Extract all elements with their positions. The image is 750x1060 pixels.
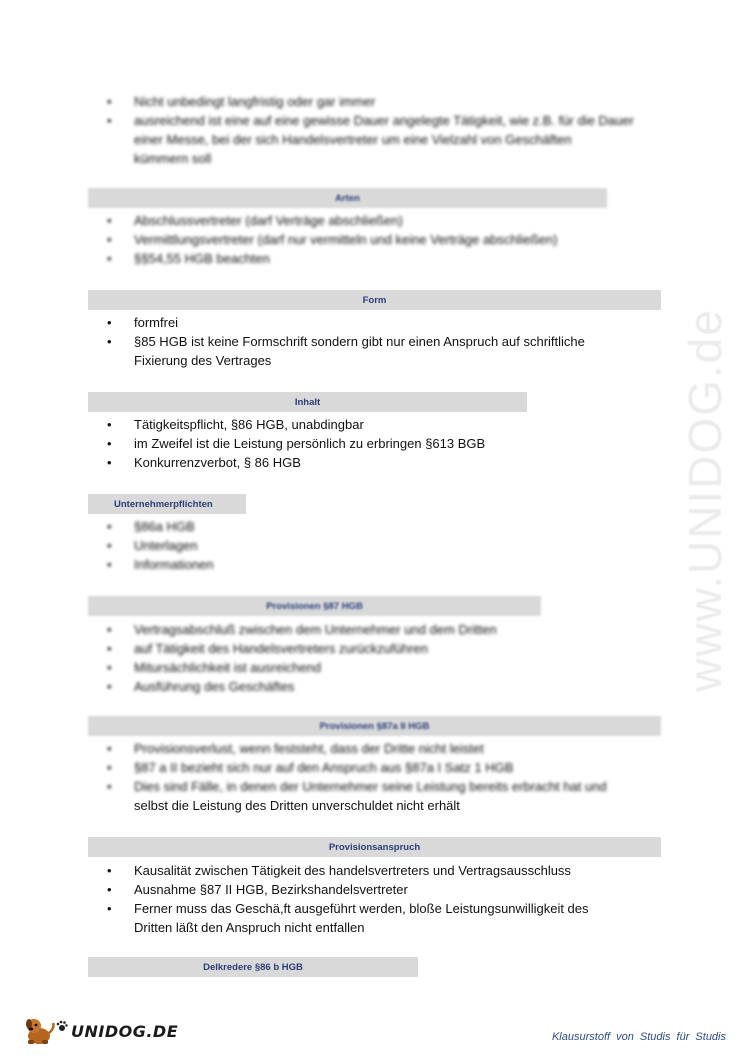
- paw-icon: [56, 1020, 68, 1032]
- list-item: • Vermittlungsvertreter (darf nur vermitteln und keine Verträge abschließen): [107, 230, 557, 249]
- list-item: • Konkurrenzverbot, § 86 HGB: [107, 453, 485, 472]
- list-item: • Vertragsabschluß zwischen dem Unternehmer und dem Dritten: [107, 620, 497, 639]
- list-item: • Mitursächlichkeit ist ausreichend: [107, 658, 497, 677]
- dog-mascot-icon: [22, 1016, 56, 1046]
- top-bullet-list: [107, 92, 634, 168]
- list-item: • §85 HGB ist keine Formschrift sondern gibt nur einen Anspruch auf schriftliche: [107, 332, 585, 351]
- list-item: • §§54,55 HGB beachten: [107, 249, 557, 268]
- footer-logo: [22, 1016, 178, 1046]
- unternehmerpflichten-list: [107, 517, 214, 574]
- footer-tagline: Klausurstoff von Studis für Studis: [551, 1031, 726, 1043]
- list-item-continuation: einer Messe, bei der sich Handelsvertreter um eine Vielzahl von Geschäften: [134, 132, 572, 147]
- list-item: • Dies sind Fälle, in denen der Unternehmer seine Leistung bereits erbracht hat und: [107, 777, 607, 796]
- form-list: [107, 313, 585, 370]
- watermark: www.UNIDOG.de: [679, 308, 731, 692]
- list-item: • Informationen: [107, 555, 214, 574]
- provisionen-87a-continuation: [107, 796, 460, 815]
- list-item-continuation: kümmern soll: [134, 151, 212, 166]
- section-heading-delkredere: Delkredere §86 b HGB: [88, 957, 418, 977]
- list-item: • Unterlagen: [107, 536, 214, 555]
- section-heading-arten: Arten: [88, 188, 607, 208]
- section-heading-provisionen-87: Provisionen §87 HGB: [88, 596, 541, 616]
- list-item: • §87 a II bezieht sich nur auf den Anspruch aus §87a I Satz 1 HGB: [107, 758, 607, 777]
- list-item-continuation: Fixierung des Vertrages: [134, 353, 272, 368]
- footer-logo-text: UNIDOG.DE: [71, 1021, 179, 1041]
- section-heading-form: Form: [88, 290, 661, 310]
- list-item: • Tätigkeitspflicht, §86 HGB, unabdingbar: [107, 415, 485, 434]
- section-heading-provisionen-87a: Provisionen §87a II HGB: [88, 716, 661, 736]
- list-item: • Abschlussvertreter (darf Verträge abschließen): [107, 211, 557, 230]
- list-item: • Ausführung des Geschäftes: [107, 677, 497, 696]
- list-item: • §86a HGB: [107, 517, 214, 536]
- list-item: • Ferner muss das Geschä,ft ausgeführt werden, bloße Leistungsunwilligkeit des: [107, 899, 589, 918]
- arten-list: [107, 211, 557, 268]
- section-heading-provisionsanspruch: Provisionsanspruch: [88, 837, 661, 857]
- provisionen-87-list: [107, 620, 497, 696]
- section-heading-inhalt: Inhalt: [88, 392, 527, 412]
- list-item: • auf Tätigkeit des Handelsvertreters zurückzuführen: [107, 639, 497, 658]
- list-item: • im Zweifel ist die Leistung persönlich zu erbringen §613 BGB: [107, 434, 485, 453]
- list-item: • Nicht unbedingt langfristig oder gar immer: [107, 92, 634, 111]
- section-heading-unternehmerpflichten: Unternehmerpflichten: [88, 494, 246, 514]
- list-item-continuation: selbst die Leistung des Dritten unverschuldet nicht erhält: [134, 798, 460, 813]
- provisionen-87a-list: [107, 739, 607, 796]
- provisionsanspruch-list: [107, 861, 589, 937]
- list-item-continuation: Dritten läßt den Anspruch nicht entfallen: [134, 920, 365, 935]
- inhalt-list: [107, 415, 485, 472]
- list-item: • Ausnahme §87 II HGB, Bezirkshandelsvertreter: [107, 880, 589, 899]
- list-item: • Provisionsverlust, wenn feststeht, dass der Dritte nicht leistet: [107, 739, 607, 758]
- list-item: • Kausalität zwischen Tätigkeit des handelsvertreters und Vertragsausschluss: [107, 861, 589, 880]
- list-item: • formfrei: [107, 313, 585, 332]
- list-item: • ausreichend ist eine auf eine gewisse Dauer angelegte Tätigkeit, wie z.B. für die Dauer: [107, 111, 634, 130]
